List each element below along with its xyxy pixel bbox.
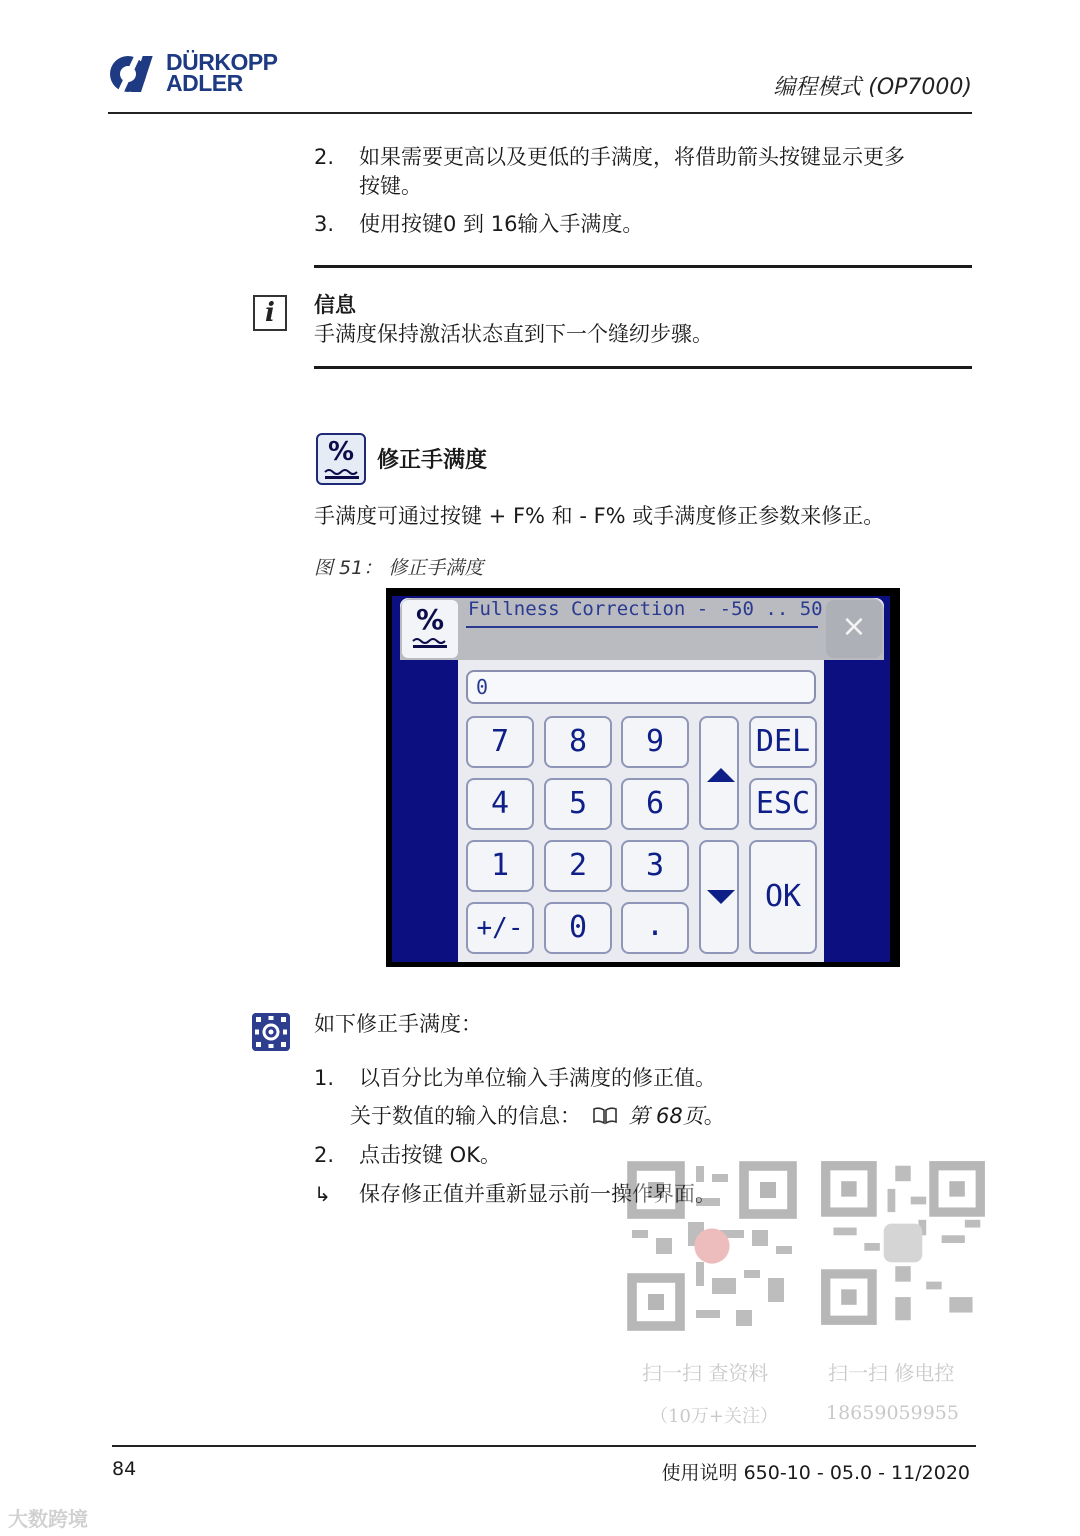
percent-glyph: % [327, 437, 355, 467]
header-divider [108, 112, 972, 114]
reference-note [350, 1101, 725, 1131]
procedure-icon [252, 1013, 290, 1051]
key-6[interactable]: 6 [621, 778, 689, 830]
step-number: 3. [314, 212, 335, 236]
wave-icon [412, 636, 448, 650]
info-bottom-rule [314, 366, 972, 369]
procedure-step-1 [314, 1063, 974, 1095]
value-input[interactable]: 0 [466, 670, 816, 704]
step-text: 使用按键0 到 16输入手满度。 [359, 212, 644, 236]
key-5[interactable]: 5 [544, 778, 612, 830]
arrow-down-icon [707, 890, 735, 904]
brand-line-2: ADLER [166, 70, 243, 96]
header-title: 编程模式 (OP7000) [773, 75, 972, 100]
key-9[interactable]: 9 [621, 716, 689, 768]
step-number: 2. [314, 145, 335, 169]
qr-code-icon [818, 1158, 988, 1328]
step-3 [314, 209, 974, 241]
key-2[interactable]: 2 [544, 840, 612, 892]
step-number: 2. [314, 1143, 335, 1167]
scroll-down-button[interactable] [699, 840, 739, 954]
result-text: 保存修正值并重新显示前一操作界面。 [359, 1182, 716, 1206]
qr-code-icon [624, 1158, 800, 1334]
step-2 [314, 142, 974, 204]
page-number: 84 [112, 1458, 137, 1480]
book-icon [592, 1107, 618, 1125]
delete-button[interactable]: DEL [749, 716, 817, 768]
dialog-title-underline [466, 626, 818, 628]
durkopp-adler-logo-icon [108, 52, 160, 96]
step-text: 以百分比为单位输入手满度的修正值。 [359, 1066, 716, 1090]
key-plus-minus[interactable]: +/- [466, 902, 534, 954]
info-text: 手满度保持激活状态直到下一个缝纫步骤。 [314, 322, 713, 346]
percent-fullness-icon [316, 433, 366, 485]
document-reference: 使用说明 650-10 - 05.0 - 11/2020 [661, 1462, 970, 1484]
arrow-up-icon [707, 768, 735, 782]
brand-name [166, 49, 278, 96]
key-1[interactable]: 1 [466, 840, 534, 892]
figure-caption: 图 51： 修正手满度 [314, 557, 484, 579]
escape-button[interactable]: ESC [749, 778, 817, 830]
procedure-intro: 如下修正手满度： [314, 1012, 482, 1036]
qr1-caption-line-2: （10万+关注） [650, 1406, 778, 1427]
key-decimal-point[interactable]: . [621, 902, 689, 954]
wave-icon [324, 467, 360, 481]
dialog-right-bar [824, 660, 890, 962]
ok-button[interactable]: OK [749, 840, 817, 954]
dialog-title: Fullness Correction - -50 .. 50 [468, 598, 823, 620]
step-number: 1. [314, 1066, 335, 1090]
section-description: 手满度可通过按键 + F% 和 - F% 或手满度修正参数来修正。 [314, 504, 885, 528]
reference-prefix: 关于数值的输入的信息： [350, 1104, 581, 1128]
dialog-percent-icon [402, 600, 458, 658]
qr1-caption-line-1: 扫一扫 查资料 [642, 1361, 769, 1385]
key-8[interactable]: 8 [544, 716, 612, 768]
brand-line-1: DÜRKOPP [166, 49, 278, 75]
step-text: 点击按键 OK。 [359, 1143, 501, 1167]
reference-suffix: 。 [703, 1104, 725, 1128]
qr2-caption-line-1: 扫一扫 修电控 [828, 1361, 955, 1385]
page-reference-link[interactable]: 第 68页 [628, 1104, 704, 1128]
percent-glyph: % [415, 603, 445, 636]
section-title: 修正手满度 [377, 448, 488, 473]
key-0[interactable]: 0 [544, 902, 612, 954]
watermark-brand: 大数跨境 [8, 1507, 88, 1531]
key-3[interactable]: 3 [621, 840, 689, 892]
qr2-caption-line-2: 18659059955 [826, 1402, 959, 1424]
info-title: 信息 [314, 293, 356, 317]
footer-divider [112, 1445, 976, 1447]
step-text-line-2: 按键。 [359, 174, 422, 198]
scroll-up-button[interactable] [699, 716, 739, 830]
info-top-rule [314, 265, 972, 268]
close-button[interactable]: × [826, 600, 882, 658]
dialog-left-bar [392, 660, 458, 962]
key-4[interactable]: 4 [466, 778, 534, 830]
step-text-line-1: 如果需要更高以及更低的手满度，将借助箭头按键显示更多 [359, 145, 905, 169]
key-7[interactable]: 7 [466, 716, 534, 768]
result-arrow-icon: ↳ [314, 1182, 331, 1206]
info-icon: i [253, 295, 287, 331]
